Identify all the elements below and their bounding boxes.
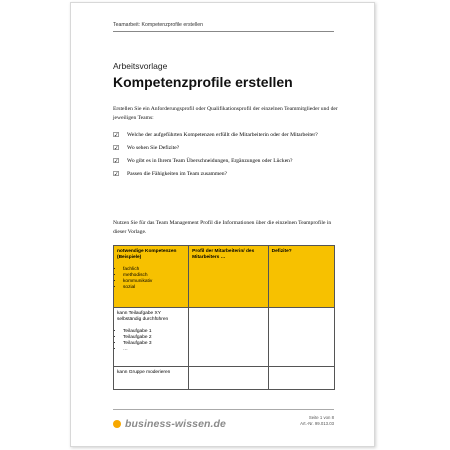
list-item: • Teilaufgabe 3 (123, 341, 185, 347)
list-item: • methodisch (123, 273, 185, 279)
table-cell-profile[interactable] (189, 308, 269, 367)
article-number: Art.-Nr. 99.013.03 (300, 421, 334, 426)
checklist-item-text: Welche der aufgeführten Kompetenzen erfüllt die Mitarbeiterin oder der Mitarbeiter? (127, 132, 318, 138)
brand-logo (113, 418, 226, 430)
checklist-item-text: Passen die Fähigkeiten im Team zusammen? (127, 171, 228, 177)
table-row (114, 367, 335, 390)
checked-box-icon: ☑ (113, 131, 120, 139)
intro-paragraph: Erstellen Sie ein Anforderungsprofil oder Qualifikationsprofil der einzelnen Teammitglieder und der jeweiligen Teams: (113, 106, 338, 121)
brand-dot-icon (113, 420, 121, 428)
checklist-item (113, 170, 338, 179)
page-number: Seite 1 von 8 (308, 415, 334, 420)
list-item: • Teilaufgabe 1 (123, 329, 185, 335)
table-row (114, 308, 335, 367)
list-item: • Teilaufgabe 2 (123, 335, 185, 341)
header-deficits: Defizite? (268, 246, 334, 308)
list-item: • fachlich (123, 267, 185, 273)
competence-category-list (117, 267, 185, 291)
checklist-item (113, 157, 338, 166)
footer-divider (113, 409, 334, 410)
table-cell-competence: kann Gruppe moderieren (114, 367, 189, 390)
checklist-item-text: Wo gibt es in Ihrem Team Überschneidungen, Ergänzungen oder Lücken? (127, 158, 293, 164)
checklist-item (113, 144, 338, 153)
task-list (117, 329, 185, 353)
table-cell-deficits[interactable] (268, 308, 334, 367)
competence-table (113, 245, 335, 390)
list-item: • … (123, 347, 185, 353)
table-cell-deficits[interactable] (268, 367, 334, 390)
table-cell-competence (114, 308, 189, 367)
header-divider (113, 31, 334, 32)
outro-paragraph: Nutzen Sie für das Team Management Profil die Informationen über die einzelnen Teamprofile in dieser Vorlage. (113, 220, 332, 235)
page-info (300, 415, 334, 427)
document-page (70, 2, 375, 447)
checklist-item-text: Wo sehen Sie Defizite? (127, 145, 180, 151)
list-item: • kommunikativ (123, 279, 185, 285)
checklist (113, 131, 338, 183)
list-item: • sozial (123, 285, 185, 291)
checklist-item (113, 131, 338, 140)
checked-box-icon: ☑ (113, 144, 120, 152)
header-profile: Profil der Mitarbeiterin/ des Mitarbeiters … (189, 246, 269, 308)
row-label-line: selbständig durchführen (117, 317, 169, 322)
document-subtitle: Arbeitsvorlage (113, 61, 168, 71)
document-title: Kompetenzprofile erstellen (113, 74, 293, 90)
row-label-line: kann Teilaufgabe XY (117, 311, 161, 316)
brand-name: business-wissen.de (125, 418, 227, 430)
table-cell-profile[interactable] (189, 367, 269, 390)
header-competences-label: notwendige Kompetenzen (Beispiele) (117, 249, 177, 260)
running-header: Teamarbeit: Kompetenzprofile erstellen (113, 22, 203, 28)
table-header-row (114, 246, 335, 308)
checked-box-icon: ☑ (113, 157, 120, 165)
header-competences (114, 246, 189, 308)
checked-box-icon: ☑ (113, 170, 120, 178)
